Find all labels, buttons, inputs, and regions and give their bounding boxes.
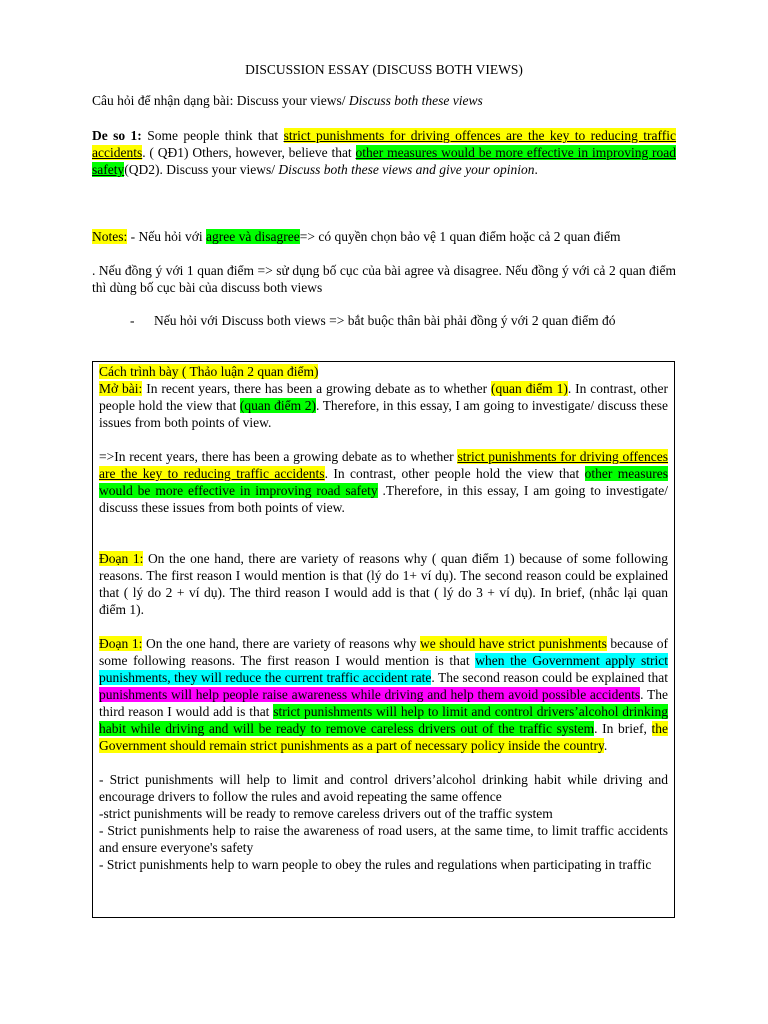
body-text-3: . The second reason could be explained that xyxy=(431,670,669,685)
notes-bullet xyxy=(130,312,676,329)
intro-label: Mở bài: xyxy=(99,381,143,396)
body-template-text: On the one hand, there are variety of reasons why ( quan điểm 1) because of some following reasons. The first reason I would mention is that (lý do 1+ ví dụ). The second reason could be explained that ( lý do 2 + ví dụ). The third reason I would add is that ( lý do 3 + ví dụ). In brief, (nhắc lại quan điểm 1). xyxy=(99,551,668,617)
body-example xyxy=(99,635,668,754)
body-highlight-4: strict punishments will help to limit and control drivers’alcohol drinking habit while driving and will be ready to remove careless drivers out of the traffic system xyxy=(99,704,668,736)
box-heading xyxy=(99,363,668,380)
question-text-1: Some people think that xyxy=(141,128,284,143)
prompt-line xyxy=(92,93,483,109)
body-label: Đoạn 1: xyxy=(99,551,144,566)
intro-view-1: (quan điểm 1) xyxy=(491,381,568,396)
intro-example xyxy=(99,448,668,516)
example-view-2: other measures would be more effective in improving road safety xyxy=(99,466,668,498)
body-template xyxy=(99,550,668,618)
example-text-1: =>In recent years, there has been a growing debate as to whether xyxy=(99,449,458,464)
body-text-1: On the one hand, there are variety of reasons why xyxy=(142,636,420,651)
body-highlight-2: when the Government apply strict punishments, they will reduce the current traffic accident rate xyxy=(99,653,668,685)
notes-paragraph xyxy=(92,228,676,245)
box-heading-text: Cách trình bày ( Thảo luận 2 quan điểm) xyxy=(99,364,319,379)
intro-text-3: . Therefore, in this essay, I am going to investigate/ discuss these issues from both points of view. xyxy=(99,398,668,430)
question-text-3: (QD2). Discuss your views/ xyxy=(124,162,279,177)
bullet-text: Nếu hỏi với Discuss both views => bắt buộc thân bài phải đồng ý với 2 quan điểm đó xyxy=(154,313,616,328)
bullet-dash: - xyxy=(130,313,135,328)
example-text-3: .Therefore, in this essay, I am going to investigate/ discuss these issues from both points of view. xyxy=(99,483,668,515)
body-highlight-1: we should have strict punishments xyxy=(419,636,607,651)
notes-text-1: - Nếu hỏi với xyxy=(127,229,207,244)
body-text-5: . In brief, xyxy=(594,721,652,736)
prompt-italic: Discuss both these views xyxy=(348,93,483,108)
question-paragraph xyxy=(92,127,676,178)
intro-template xyxy=(99,380,668,431)
body-text-2: because of some following reasons. The first reason I would mention is that xyxy=(99,636,668,668)
notes-label: Notes: xyxy=(92,229,128,244)
notes-line-2: . Nếu đồng ý với 1 quan điểm => sử dụng bố cục của bài agree và disagree. Nếu đồng ý với cả 2 quan điểm thì dùng bố cục bài của discuss both views xyxy=(92,263,676,295)
body-text-4: . The third reason I would add is that xyxy=(99,687,668,719)
question-text-2: . ( QĐ1) Others, however, believe that xyxy=(142,145,356,160)
intro-view-2: (quan điểm 2) xyxy=(239,398,316,413)
question-italic: Discuss both these views and give your opinion xyxy=(278,162,535,177)
highlight-view-1: strict punishments for driving offences are the key to reducing traffic accidents xyxy=(92,128,677,160)
example-view-1: strict punishments for driving offences are the key to reducing traffic accidents xyxy=(99,449,668,481)
page-title: DISCUSSION ESSAY (DISCUSS BOTH VIEWS) xyxy=(245,62,523,77)
list-item: -strict punishments will be ready to remove careless drivers out of the traffic system xyxy=(99,806,553,821)
intro-text-2: . In contrast, other people hold the view that xyxy=(99,381,669,413)
body-text-6: . xyxy=(603,738,608,753)
example-text-2: . In contrast, other people hold the view that xyxy=(324,466,585,481)
question-label: De so 1: xyxy=(92,128,142,143)
highlight-view-2: other measures would be more effective in improving road safety xyxy=(92,145,676,177)
body-highlight-3: punishments will help people raise awareness while driving and help them avoid possible accidents xyxy=(99,687,641,702)
question-text-4: . xyxy=(534,162,538,177)
list-item: - Strict punishments help to warn people to obey the rules and regulations when participating in traffic xyxy=(99,857,652,872)
body-highlight-5: the Government should remain strict punishments as a part of necessary policy inside the country xyxy=(99,721,669,753)
intro-text-1: In recent years, there has been a growing debate as to whether xyxy=(142,381,492,396)
list-item: - Strict punishments will help to limit and control drivers’alcohol drinking habit while driving and encourage drivers to follow the rules and avoid repeating the same offence xyxy=(99,772,668,804)
notes-highlight: agree và disagree xyxy=(206,229,300,244)
body-example-label: Đoạn 1: xyxy=(99,636,143,651)
structure-box xyxy=(92,361,675,918)
list-item: - Strict punishments help to raise the awareness of road users, at the same time, to limit traffic accidents and ensure everyone's safety xyxy=(99,823,668,855)
notes-text-2: => có quyền chọn bảo vệ 1 quan điểm hoặc cả 2 quan điểm xyxy=(299,229,621,244)
prompt-text: Câu hỏi để nhận dạng bài: Discuss your views/ xyxy=(92,93,349,108)
